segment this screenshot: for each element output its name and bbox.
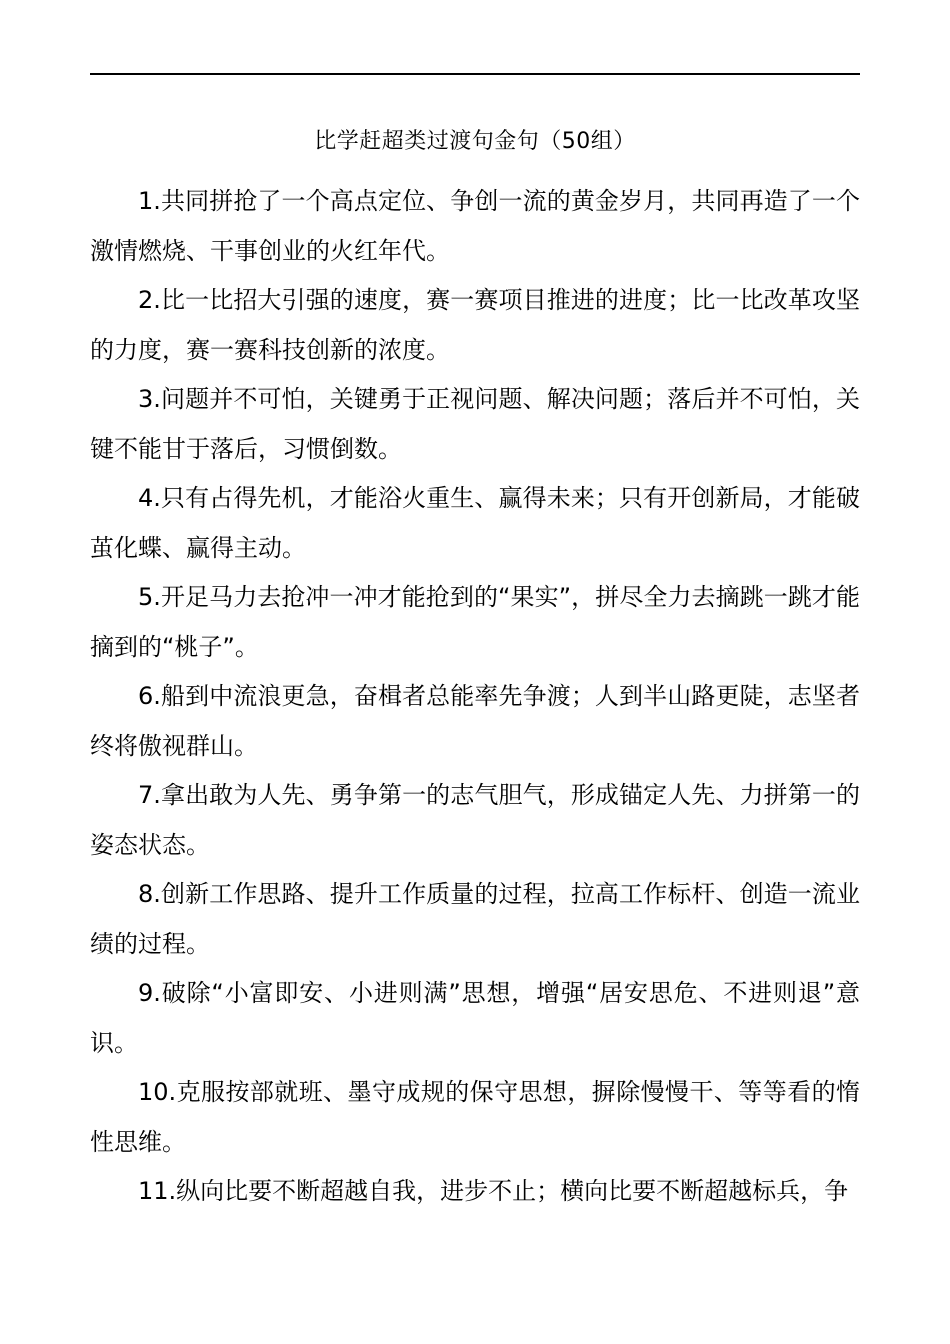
paragraph-8: 8.创新工作思路、提升工作质量的过程，拉高工作标杆、创造一流业绩的过程。	[90, 880, 860, 958]
document-title: 比学赶超类过渡句金句（50组）	[314, 129, 636, 154]
paragraph-11: 11.纵向比要不断超越自我，进步不止；横向比要不断超越标兵，争	[138, 1177, 849, 1205]
paragraph-7: 7.拿出敢为人先、勇争第一的志气胆气，形成锚定人先、力拼第一的姿态状态。	[90, 781, 860, 859]
paragraph-6: 6.船到中流浪更急，奋楫者总能率先争渡；人到半山路更陡，志坚者终将傲视群山。	[90, 682, 860, 760]
paragraph-5: 5.开足马力去抢冲一冲才能抢到的“果实”，拼尽全力去摘跳一跳才能摘到的“桃子”。	[90, 583, 860, 661]
paragraph-3: 3.问题并不可怕，关键勇于正视问题、解决问题；落后并不可怕，关键不能甘于落后，习惯倒数。	[90, 385, 860, 463]
paragraph-4: 4.只有占得先机，才能浴火重生、赢得未来；只有开创新局，才能破茧化蝶、赢得主动。	[90, 484, 860, 562]
paragraph-2: 2.比一比招大引强的速度，赛一赛项目推进的进度；比一比改革攻坚的力度，赛一赛科技创新的浓度。	[90, 286, 860, 364]
paragraph-1: 1.共同拼抢了一个高点定位、争创一流的黄金岁月，共同再造了一个激情燃烧、干事创业的火红年代。	[90, 187, 860, 265]
paragraph-9: 9.破除“小富即安、小进则满”思想，增强“居安思危、不进则退”意识。	[90, 979, 860, 1057]
header-rule	[90, 73, 860, 75]
paragraph-10: 10.克服按部就班、墨守成规的保守思想，摒除慢慢干、等等看的惰性思维。	[90, 1078, 860, 1156]
document-body	[90, 177, 860, 1217]
